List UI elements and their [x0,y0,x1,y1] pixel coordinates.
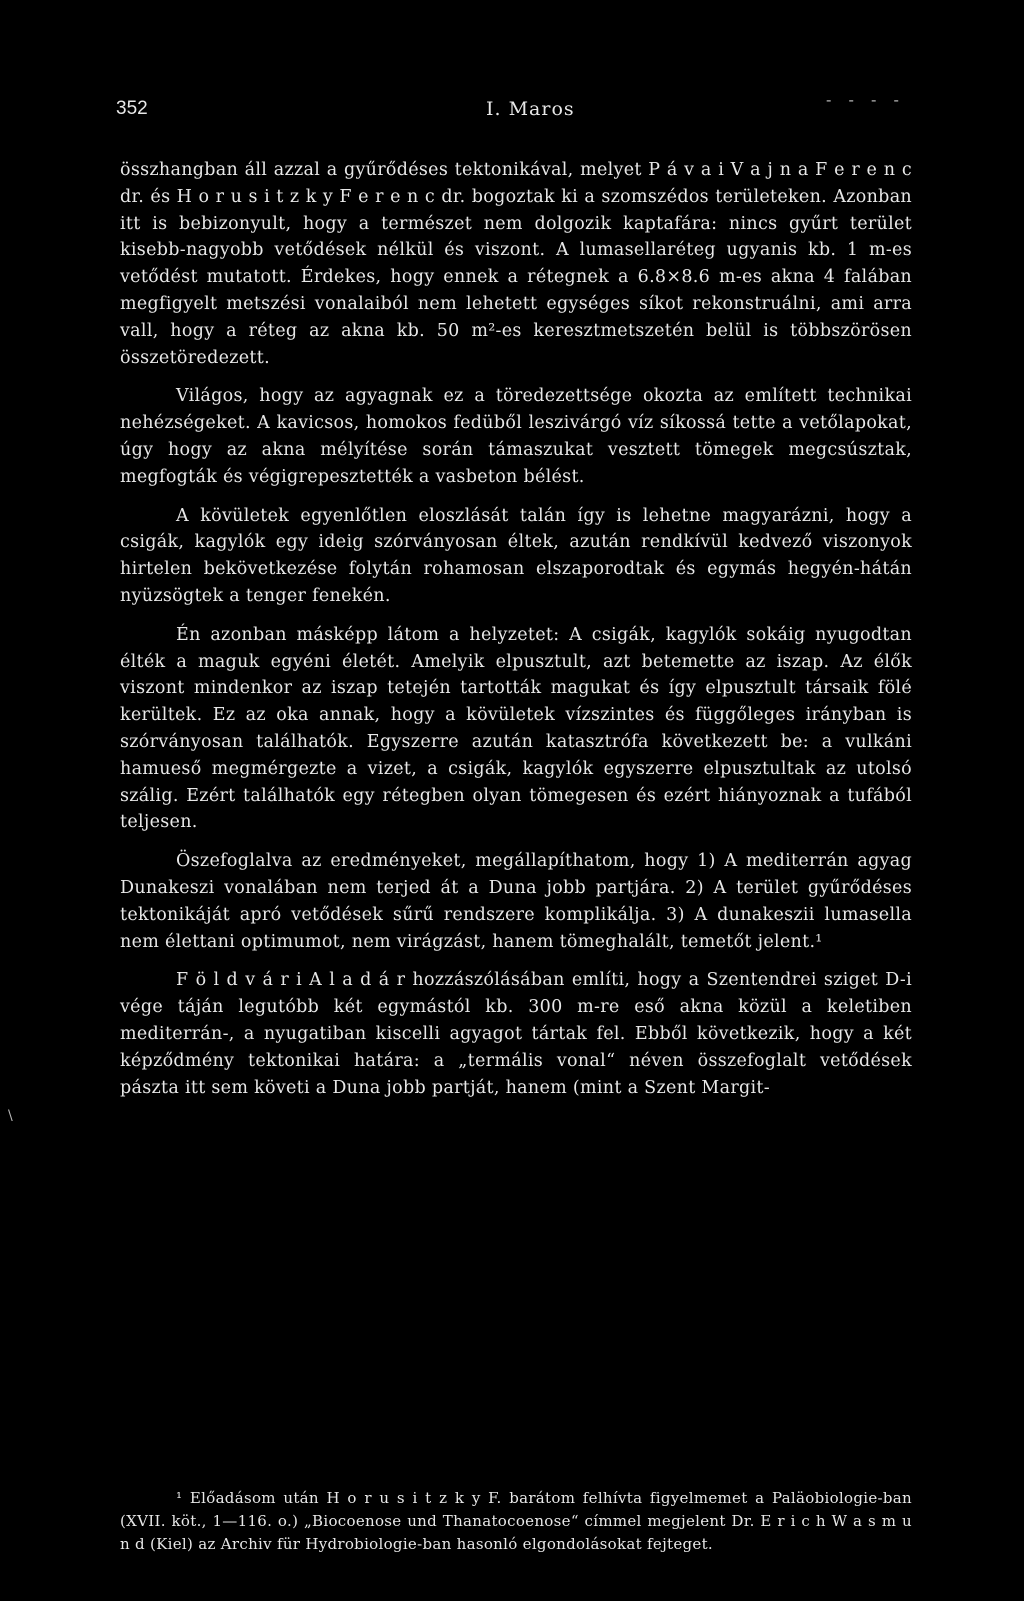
running-head: I. Maros [486,98,575,120]
footnote-1: ¹ Előadásom után H o r u s i t z k y F. barátom felhívta figyelmemet a Paläobiologie-ban (XVII. köt., 1—116. o.) „Biocoenose und Thanatocoenose“ címmel megjelent Dr. E r i c h W a s m u n d (Kiel) az Archiv für Hydrobiologie-ban hasonló elgondolásokat fejteget. [120,1489,912,1553]
paragraph-2: Világos, hogy az agyagnak ez a töredezettsége okozta az említett technikai nehézségeket. A kavicsos, homokos fedüből leszivárgó víz síkossá tette a vetőlapokat, úgy hogy az akna mélyítése során támaszukat vesztett tömegek megcsúsztak, megfogták és végigrepesztették a vasbeton bélést. [120,386,912,487]
header-dashes: - - - - [826,90,905,109]
paragraph-5: Öszefoglalva az eredményeket, megállapíthatom, hogy 1) A mediterrán agyag Dunakeszi vonalában nem terjed át a Duna jobb partjára. 2) A terület gyűrődéses tektonikáját apró vetődések sűrű rendszere komplikálja. 3) A dunakeszii lumasella nem élettani optimumot, nem virágzást, hanem tömeghalált, temetőt jelent.¹ [120,851,912,952]
paragraph-3: A kövületek egyenlőtlen eloszlását talán így is lehetne magyarázni, hogy a csigák, kagylók egy ideig szórványosan éltek, azután rendkívül kedvező viszonyok hirtelen bekövetkezése folytán rohamosan elszaporodtak és egymás hegyén-hátán nyüzsögtek a tenger fenekén. [120,505,912,606]
page-number: 352 [116,98,148,119]
page-header [116,90,916,128]
paragraph-4: Én azonban másképp látom a helyzetet: A csigák, kagylók sokáig nyugodtan élték a maguk egyéni életét. Amelyik elpusztult, azt betemette az iszap. Az élők viszont mindenkor az iszap tetején tartották magukat és így elpusztult társaik fölé kerültek. Ez az oka annak, hogy a kövületek vízszintes és függőleges irányban is szórványosan találhatók. Egyszerre azután katasztrófa következett be: a vulkáni hamueső megmérgezte a vizet, a csigák, kagylók egyszerre elpusztultak az utolsó szálig. Ezért találhatók egy rétegben olyan tömegesen és ezért hiányoznak a tufából teljesen. [120,624,912,833]
paragraph-6: F ö l d v á r i A l a d á r hozzászólásában említi, hogy a Szentendrei sziget D-i vége táján legutóbb két egymástól kb. 300 m-re eső akna közül a keletiben mediterrán-, a nyugatiban kiscelli agyagot tártak fel. Ebből következik, hogy a két képződmény tektonikai határa: a „termális vonal“ néven összefoglalt vetődések pászta itt sem követi a Duna jobb partját, hanem (mint a Szent Margit- [120,970,912,1098]
paragraph-1: összhangban áll azzal a gyűrődéses tektonikával, melyet P á v a i V a j n a F e r e n c dr. és H o r u s i t z k y F e r e n c dr. bogoztak ki a szomszédos területeken. Azonban itt is bebizonyult, hogy a természet nem dolgozik kaptafára: nincs gyűrt terület kisebb-nagyobb vetődések nélkül és viszont. A lumasellaréteg ugyanis kb. 1 m-es vetődést mutatott. Érdekes, hogy ennek a rétegnek a 6.8×8.6 m-es akna 4 falában megfigyelt metszési vonalaiból nem lehetett egységes síkot rekonstruálni, ami arra vall, hogy a réteg az akna kb. 50 m²-es keresztmetszetén belül is többszörösen összetöredezett. [120,160,912,368]
footnotes [120,1487,912,1556]
margin-mark: \ [8,1108,13,1124]
body-text [120,157,912,1101]
